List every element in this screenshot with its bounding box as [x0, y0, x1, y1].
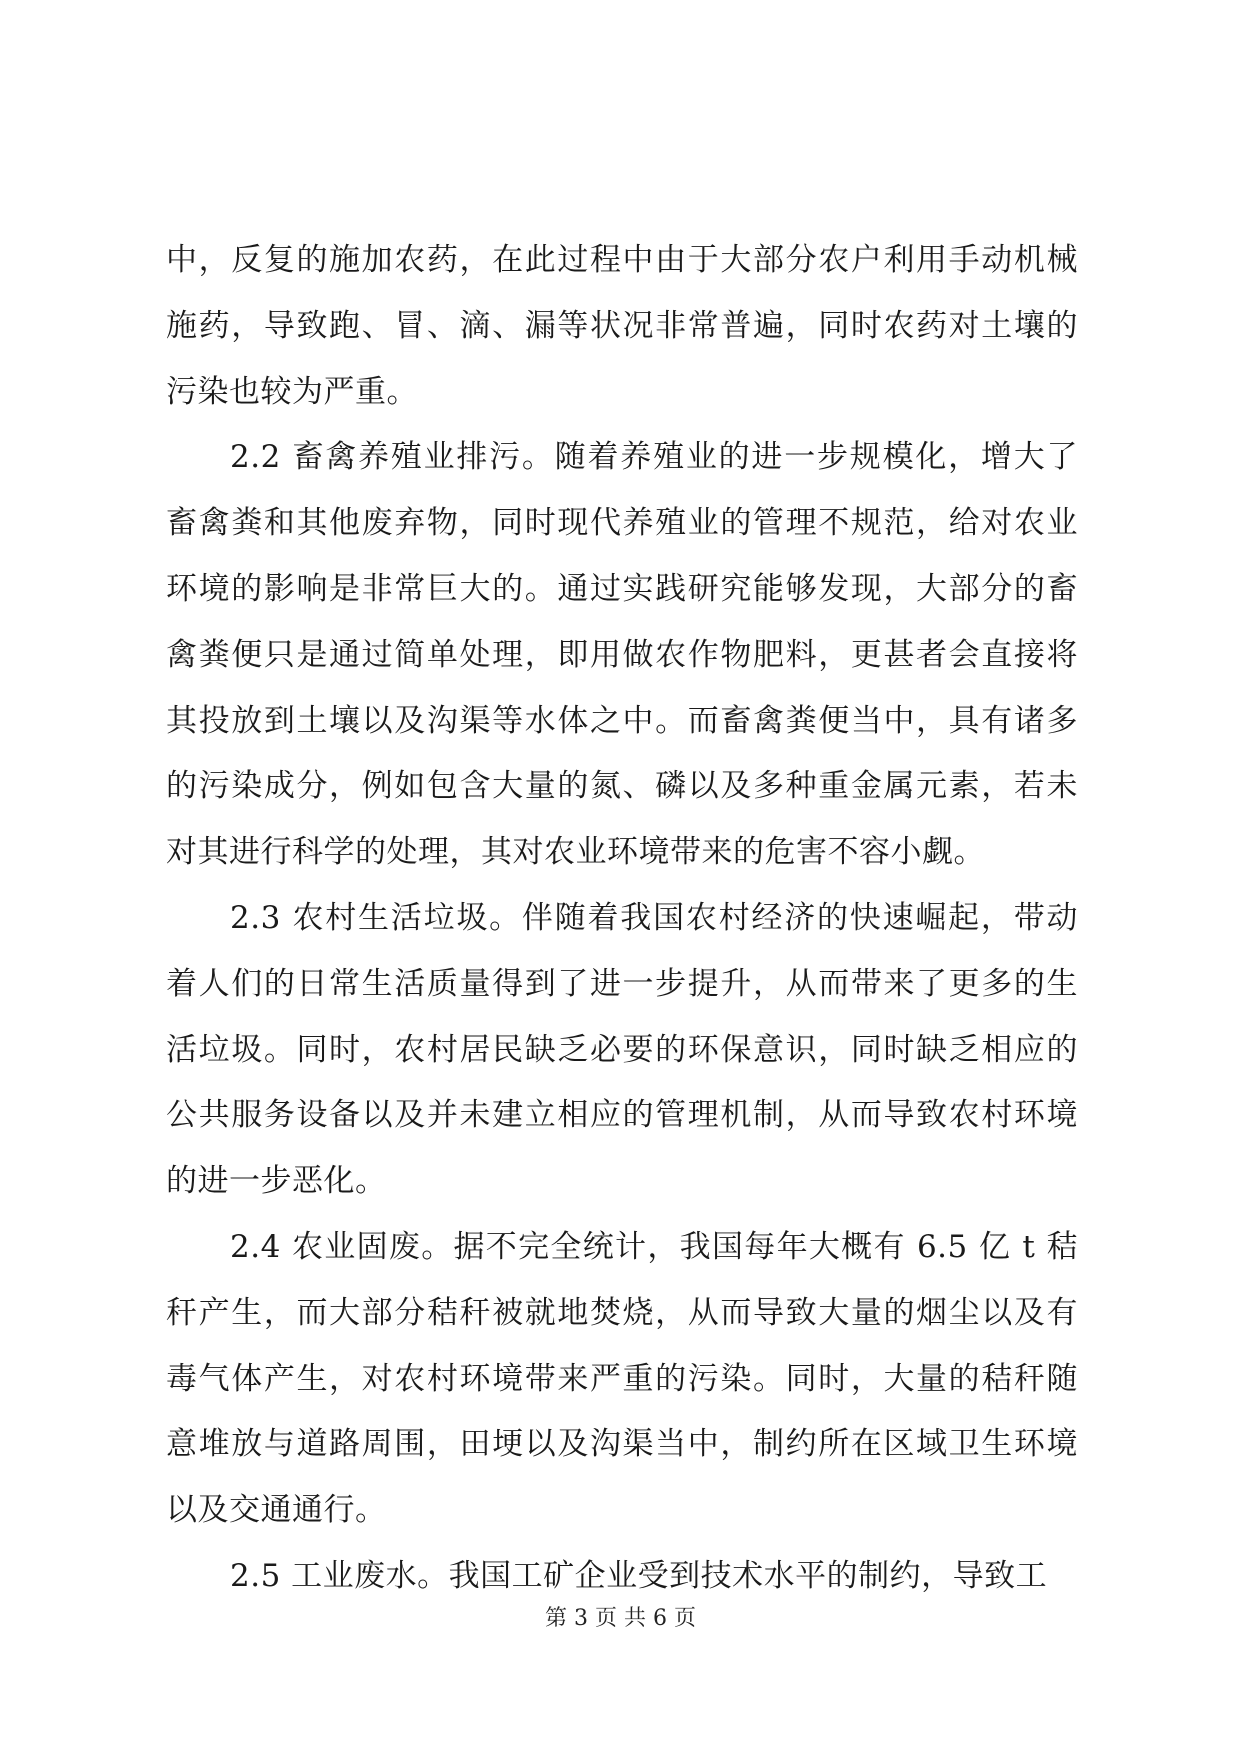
paragraph-2-4: 2.4 农业固废。据不完全统计，我国每年大概有 6.5 亿 t 秸秆产生，而大部分秸秆被就地焚烧，从而导致大量的烟尘以及有毒气体产生，对农村环境带来严重的污染。同时，大量的秸秆随意堆放与道路周围，田埂以及沟渠当中，制约所在区域卫生环境以及交通通行。: [166, 1228, 1078, 1529]
paragraph-2-3: 2.3 农村生活垃圾。伴随着我国农村经济的快速崛起，带动着人们的日常生活质量得到了进一步提升，从而带来了更多的生活垃圾。同时，农村居民缺乏必要的环保意识，同时缺乏相应的公共服务设备以及并未建立相应的管理机制，从而导致农村环境的进一步恶化。: [166, 899, 1078, 1200]
paragraph-continuation: 中，反复的施加农药，在此过程中由于大部分农户利用手动机械施药，导致跑、冒、滴、漏等状况非常普遍，同时农药对土壤的污染也较为严重。: [166, 242, 1078, 410]
paragraph-2-2: 2.2 畜禽养殖业排污。随着养殖业的进一步规模化，增大了畜禽粪和其他废弃物，同时现代养殖业的管理不规范，给对农业环境的影响是非常巨大的。通过实践研究能够发现，大部分的畜禽粪便只是通过简单处理，即用做农作物肥料，更甚者会直接将其投放到土壤以及沟渠等水体之中。而畜禽粪便当中，具有诸多的污染成分，例如包含大量的氮、磷以及多种重金属元素，若未对其进行科学的处理，其对农业环境带来的危害不容小觑。: [166, 439, 1078, 871]
page-number-footer: 第 3 页 共 6 页: [545, 1606, 696, 1631]
document-body: [166, 228, 1078, 1610]
paragraph-2-5: 2.5 工业废水。我国工矿企业受到技术水平的制约，导致工: [230, 1557, 1048, 1594]
